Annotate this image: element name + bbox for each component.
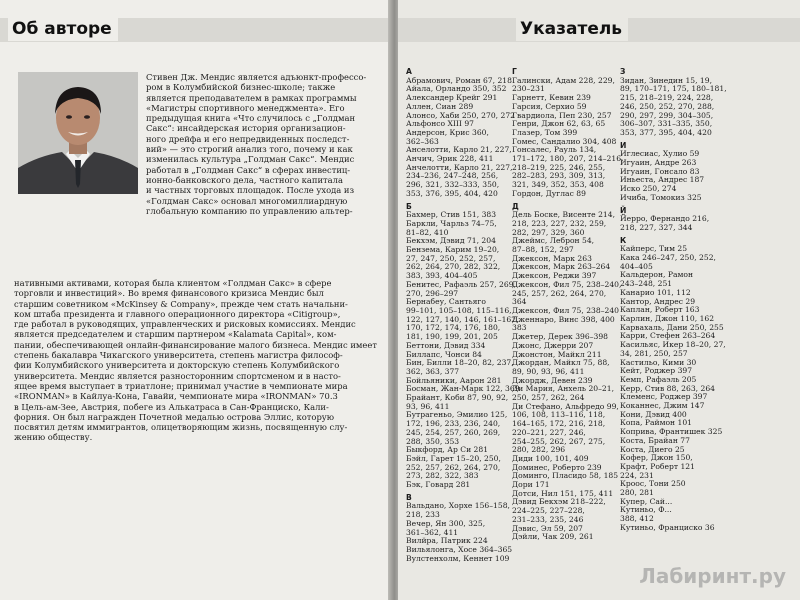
index-entry: 171–172, 180, 207, 214–216, xyxy=(512,154,624,164)
index-entry: 224, 231 xyxy=(620,470,654,480)
index-entry: Альфонсо XIII 97 xyxy=(406,119,475,129)
bio-text-top xyxy=(146,72,374,216)
index-entry: 34, 281, 250, 257 xyxy=(620,348,688,358)
index-entry: Каплан, Роберт 163 xyxy=(620,305,700,315)
index-entry: Касильяс, Икер 18–20, 27, xyxy=(620,340,726,350)
index-entry: Ди Мария, Анхель 20–21, xyxy=(512,384,614,394)
index-entry: Джонстон, Майкл 211 xyxy=(512,349,602,359)
index-entry: 282, 297, 329, 360 xyxy=(512,227,585,237)
index-entry: Гвардиола, Пеп 230, 257 xyxy=(512,110,612,120)
index-entry: 404–405 xyxy=(620,261,653,271)
index-entry: Йерро, Фернандо 216, xyxy=(620,214,710,224)
index-entry: Бахмер, Стив 151, 383 xyxy=(406,210,497,220)
bio-line: «Голдман Сакс» основал многомиллиардную xyxy=(146,195,348,206)
bio-line: изменилась культура „Голдман Сакс“. Мендис xyxy=(146,154,355,165)
index-entry: Кроос, Тони 250 xyxy=(620,479,686,489)
bio-line: фии Колумбийского университета и докторскую степень Колумбийского xyxy=(14,360,340,371)
index-entry: 364 xyxy=(512,297,527,307)
index-entry: Иньеста, Андрес 187 xyxy=(620,175,705,185)
bio-line: и частных торговых площадок. После ухода из xyxy=(146,185,355,196)
index-entry: Джетер, Дерек 396–398 xyxy=(512,332,609,342)
index-entry: Кантор, Андрес 29 xyxy=(620,296,696,306)
bio-line: жению обществу. xyxy=(14,432,93,443)
index-entry: Дженнаро, Винс 398, 400 xyxy=(512,314,615,324)
index-entry: Айала, Орландо 350, 352 xyxy=(406,84,507,94)
index-entry: 362–363 xyxy=(406,136,439,146)
index-entry: Купер, Сай... xyxy=(620,496,673,506)
bio-line: ионно-банковского дела, частного капитала xyxy=(146,174,343,185)
left-page xyxy=(0,0,392,600)
index-entry: 87–88, 152, 297 xyxy=(512,245,574,255)
index-entry: Бензема, Карим 19–20, xyxy=(406,245,500,255)
index-entry: Дотси, Нил 151, 175, 411 xyxy=(512,488,614,498)
index-entry: Джексон, Реджи 397 xyxy=(512,271,597,281)
index-entry: Глазер, Том 399 xyxy=(512,127,578,137)
index-entry: 383 xyxy=(512,323,527,333)
index-entry: Галински, Адам 228, 229, xyxy=(512,75,615,85)
index-entry: Коста, Брайан 77 xyxy=(620,435,690,445)
index-entry: 383, 393, 404–405 xyxy=(406,271,478,281)
index-entry: 215, 218–219, 224, 228, xyxy=(620,93,714,103)
index-entry: Джеймс, Леброн 54, xyxy=(512,236,595,246)
index-entry: Бин, Билли 18–20, 82, 237, xyxy=(406,358,514,368)
bio-line: где работал в руководящих, управленческих и рисковых комиссиях. Мендис xyxy=(14,319,356,330)
bio-line: старшим советником «McKinsey & Company», прежде чем стать начальни- xyxy=(14,298,348,309)
index-entry: Босман, Жан-Марк 122, 369 xyxy=(406,384,520,394)
index-entry: Кофер, Джон 150, xyxy=(620,453,693,463)
index-entry: Абрамович, Роман 67, 218 xyxy=(406,75,512,85)
index-entry: 273, 282, 322, 383 xyxy=(406,471,479,481)
index-column-3 xyxy=(620,64,727,533)
index-entry: Зидан, Зинедин 15, 19, xyxy=(620,75,713,85)
index-entry: 234–236, 247–248, 256, xyxy=(406,171,499,181)
index-entry: Джордж, Девен 239 xyxy=(512,375,593,385)
index-entry: Бенитес, Рафаэль 257, 269, xyxy=(406,279,516,289)
index-entry: Гонсалес, Рауль 134, xyxy=(512,145,597,155)
index-entry: Бойльяники, Аарон 281 xyxy=(406,375,502,385)
bio-line: глобальную компанию по управлению альтер- xyxy=(146,205,353,216)
index-entry: Ди Стефано, Альфредо 99, xyxy=(512,401,619,411)
index-entry: Джексон, Марк 263 xyxy=(512,253,592,263)
index-entry: Коста, Диего 25 xyxy=(620,444,685,454)
index-entry: Гордон, Дуглас 89 xyxy=(512,188,586,198)
index-entry: 81–82, 410 xyxy=(406,227,449,237)
bio-line: посвятил детям иммигрантов, олицетворяющим жизнь, посвященную слу- xyxy=(14,422,348,433)
index-entry: Игуаин, Андре 263 xyxy=(620,158,697,168)
index-entry: Ичиба, Томокиз 325 xyxy=(620,192,702,202)
bio-line: «Магистры спортивного менеджмента». Его xyxy=(146,102,345,113)
index-letter: Г xyxy=(512,67,517,76)
index-entry: Крафт, Роберт 121 xyxy=(620,461,695,471)
index-entry: Кайперс, Тим 25 xyxy=(620,244,688,254)
index-entry: Брайант, Коби 87, 90, 92, xyxy=(406,393,509,403)
index-entry: Гарнетт, Кевин 239 xyxy=(512,93,591,103)
index-entry: Александер Крейг 291 xyxy=(406,93,498,103)
about-author-heading: Об авторе xyxy=(8,18,118,41)
index-entry: 231–233, 235, 246 xyxy=(512,514,584,524)
index-entry: 290, 297, 299, 304–305, xyxy=(620,110,714,120)
index-entry: Вулстенхолм, Кеннет 109 xyxy=(406,553,510,563)
index-entry: Коприва, Франтишек 325 xyxy=(620,427,723,437)
index-entry: 243–248, 251 xyxy=(620,279,673,289)
bio-line: является председателем и старшим партнером «Kalamata Capital», ком- xyxy=(14,329,337,340)
index-column-2 xyxy=(512,64,624,542)
bio-line: торговли и инвестиций». Во время финансового кризиса Мендис был xyxy=(14,288,324,299)
index-entry: Дори 171 xyxy=(512,480,550,490)
index-entry: Кака 246–247, 250, 252, xyxy=(620,253,716,263)
index-entry: Анчелотти, Карло 21, 227, xyxy=(406,162,513,172)
author-photo xyxy=(18,72,138,194)
index-entry: Иско 250, 274 xyxy=(620,184,677,194)
bio-line: ком штаба президента и главного операционного директора «Citigroup», xyxy=(14,308,341,319)
bio-line: «IRONMAN» в Кайлуа-Кона, Гавайи, чемпионате мира «IRONMAN» 70.3 xyxy=(14,391,338,402)
index-entry: 27, 247, 250, 252, 257, xyxy=(406,253,496,263)
index-entry: 224–225, 227–228, xyxy=(512,506,585,516)
index-entry: 220–221, 227, 246, xyxy=(512,427,586,437)
index-entry: Джонс, Джерри 207 xyxy=(512,340,594,350)
index-entry: Аллен, Сиан 289 xyxy=(406,101,474,111)
index-entry: Биллапс, Чонси 84 xyxy=(406,349,482,359)
index-entry: Керр, Стив 88, 263, 264 xyxy=(620,383,715,393)
index-entry: 246, 250, 252, 270, 288, xyxy=(620,101,715,111)
index-entry: 106, 108, 113–116, 118, xyxy=(512,410,606,420)
index-entry: 250, 257, 262, 264 xyxy=(512,393,585,403)
index-entry: Джексон, Фил 75, 238–240 xyxy=(512,305,619,315)
index-entry: 172, 196, 233, 236, 240, xyxy=(406,419,501,429)
index-entry: Дель Боске, Висенте 214, xyxy=(512,210,615,220)
index-entry: 245, 254, 257, 260, 269, xyxy=(406,427,501,437)
index-entry: 99–101, 105–108, 115–116, xyxy=(406,305,512,315)
index-entry: Карвахаль, Дани 250, 255 xyxy=(620,322,724,332)
index-entry: Генри, Джон 62, 63, 65 xyxy=(512,119,606,129)
index-entry: 321, 349, 352, 353, 408 xyxy=(512,180,604,190)
index-entry: Беттони, Дэвид 334 xyxy=(406,340,486,350)
index-entry: 280, 282, 296 xyxy=(512,445,566,455)
index-letter: З xyxy=(620,67,626,76)
index-letter: Й xyxy=(620,205,627,215)
bio-line: работал в „Голдман Сакс“ в сферах инвестиц- xyxy=(146,164,351,175)
index-entry: Бекхэм, Дэвид 71, 204 xyxy=(406,236,496,246)
index-column-1 xyxy=(406,64,520,563)
index-entry: 89, 90, 93, 96, 411 xyxy=(512,366,585,376)
index-entry: Алонсо, Хаби 250, 270, 272 xyxy=(406,110,515,120)
index-entry: 282–283, 293, 309, 313, xyxy=(512,171,606,181)
index-entry: 122, 127, 140, 146, 161–162, xyxy=(406,314,519,324)
bio-text-bottom xyxy=(14,278,376,443)
index-entry: Джордан, Майкл 75, 88, xyxy=(512,358,610,368)
index-entry: Кемп, Рафаэль 205 xyxy=(620,374,697,384)
bio-line: ром в Колумбийской бизнес-школе; также xyxy=(146,82,336,93)
index-entry: 353, 376, 395, 404, 420 xyxy=(406,188,498,198)
index-entry: Вилйра, Патрик 224 xyxy=(406,536,488,546)
index-entry: 218, 223, 227, 232, 259, xyxy=(512,218,607,228)
index-entry: 262, 264, 270, 282, 322, xyxy=(406,262,501,272)
index-entry: Дэвид Бекхэм 218–222, xyxy=(512,497,606,507)
watermark-logo: Лабиринт.ру xyxy=(639,564,786,588)
index-entry: 218, 227, 327, 344 xyxy=(620,222,693,232)
index-entry: Кастильо, Кими 30 xyxy=(620,357,697,367)
index-entry: Вильялонга, Хосе 364–365 xyxy=(406,544,513,554)
index-entry: Кальдерон, Рамон xyxy=(620,270,694,280)
index-entry: 353, 377, 395, 404, 420 xyxy=(620,127,712,137)
index-entry: 245, 257, 262, 264, 270, xyxy=(512,288,607,298)
index-letter: И xyxy=(620,140,627,150)
right-page xyxy=(398,0,800,600)
index-entry: 218, 233 xyxy=(406,510,440,520)
index-entry: Вечер, Ян 300, 325, xyxy=(406,518,486,528)
index-entry: 362, 363, 377 xyxy=(406,366,460,376)
index-entry: Канарио 101, 112 xyxy=(620,287,691,297)
index-entry: Дэйли, Чак 209, 261 xyxy=(512,532,594,542)
index-entry: Бернабеу, Сантьяго xyxy=(406,297,486,307)
index-entry: Бэйл, Гарет 15–20, 250, xyxy=(406,453,501,463)
index-entry: 254–255, 262, 267, 275, xyxy=(512,436,606,446)
index-entry: Доминго, Пласидо 58, 185 xyxy=(512,471,619,481)
index-entry: 181, 190, 199, 201, 205 xyxy=(406,332,498,342)
index-entry: Карри, Стефен 263–264 xyxy=(620,331,716,341)
index-entry: Бутрагеньо, Эмилио 125, xyxy=(406,410,508,420)
index-entry: Иглесиас, Хулио 59 xyxy=(620,149,700,159)
index-entry: 270, 296–297 xyxy=(406,288,459,298)
bio-line: ного дрейфа и его непредвиденных последст- xyxy=(146,133,350,144)
index-entry: 218–219, 225, 246, 255, xyxy=(512,162,606,172)
index-entry: Гарсия, Серхио 59 xyxy=(512,101,587,111)
bio-line: в Цель-ам-Зее, Австрия, побеге из Алькатраса в Сан-Франциско, Кали- xyxy=(14,401,329,412)
index-entry: 361–362, 411 xyxy=(406,527,459,537)
bio-line: форния. Он был награжден Почетной медалью острова Эллис, которую xyxy=(14,411,335,422)
index-letter: В xyxy=(406,492,412,502)
index-entry: 230–231 xyxy=(512,84,545,94)
index-entry: Копа, Раймон 101 xyxy=(620,418,693,428)
index-letter: А xyxy=(406,67,412,76)
bio-line: пании, обеспечивающей онлайн-финансирование малого бизнеса. Мендис имеет xyxy=(14,339,377,350)
bio-line: вий» — это строгий анализ того, почему и как xyxy=(146,144,353,155)
index-entry: Анселотти, Карло 21, 227, xyxy=(406,145,512,155)
index-entry: Быкфорд, Ар Си 281 xyxy=(406,445,489,455)
index-entry: Гомес, Сандалио 304, 408 xyxy=(512,136,617,146)
index-entry: Кони, Дэвид 400 xyxy=(620,409,687,419)
index-entry: 164–165, 172, 216, 218, xyxy=(512,419,606,429)
index-entry: Кутиньо, Ф... xyxy=(620,505,672,515)
bio-line: Сакс“: инсайдерская история организацион- xyxy=(146,123,346,134)
index-entry: 89, 170–171, 175, 180–181, xyxy=(620,84,727,94)
index-entry: 288, 350, 353 xyxy=(406,436,460,446)
index-entry: 93, 96, 411 xyxy=(406,401,450,411)
index-entry: 280, 281 xyxy=(620,488,654,498)
index-entry: Дэвис, Эл 59, 207 xyxy=(512,523,583,533)
index-entry: Вальдано, Хорхе 156–158, xyxy=(406,501,510,511)
bio-line: нативными активами, которая была клиентом «Голдман Сакс» в сфере xyxy=(14,278,332,288)
bio-line: ящее время выступает в триатлоне; принимал участие в чемпионате мира xyxy=(14,380,348,391)
index-entry: Диди 100, 101, 409 xyxy=(512,453,589,463)
index-entry: Игуаин, Гонсало 83 xyxy=(620,166,700,176)
index-entry: Карлин, Джон 110, 162 xyxy=(620,313,715,323)
index-entry: Доминес, Роберто 239 xyxy=(512,462,602,472)
index-entry: Джексон, Марк 263–264 xyxy=(512,262,611,272)
index-entry: Андерсон, Крис 360, xyxy=(406,127,489,137)
bio-line: степень бакалавра Чикагского университета, степень магистра философ- xyxy=(14,350,343,361)
index-letter: К xyxy=(620,235,627,245)
index-entry: Баркли, Чарльз 74–75, xyxy=(406,218,497,228)
bio-line: является преподавателем в рамках программы xyxy=(146,92,357,103)
index-entry: 252, 257, 262, 264, 270, xyxy=(406,462,501,472)
index-entry: 296, 321, 332–333, 350, xyxy=(406,180,500,190)
index-entry: Кейт, Роджер 397 xyxy=(620,366,693,376)
index-entry: 170, 172, 174, 176, 180, xyxy=(406,323,501,333)
bio-line: Стивен Дж. Мендис является адъюнкт-профессо- xyxy=(146,72,367,82)
index-letter: Б xyxy=(406,201,412,211)
index-entry: Анчич, Эрик 228, 411 xyxy=(406,154,494,164)
index-heading: Указатель xyxy=(516,18,628,41)
index-entry: Кутиньо, Франциско 36 xyxy=(620,522,715,532)
index-letter: Д xyxy=(512,201,519,211)
index-entry: Джексон, Фил 75, 238–240, xyxy=(512,279,622,289)
index-entry: Бэк, Говард 281 xyxy=(406,480,471,490)
bio-line: предыдущая книга «Что случилось с „Голдман xyxy=(146,113,356,124)
index-entry: 306–307, 331–335, 350, xyxy=(620,119,713,129)
index-entry: Клеменс, Роджер 397 xyxy=(620,392,708,402)
index-entry: 388, 412 xyxy=(620,514,654,524)
bio-line: университета. Мендис является разносторонним спортсменом и в насто- xyxy=(14,370,341,381)
index-entry: Коканнес, Джим 147 xyxy=(620,401,705,411)
